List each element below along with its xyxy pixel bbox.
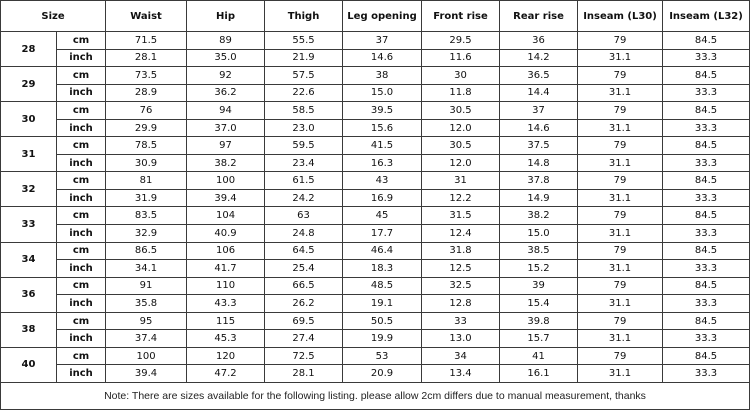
measurement-cell: 115: [187, 312, 265, 330]
unit-label: inch: [57, 189, 106, 207]
unit-label: inch: [57, 330, 106, 348]
measurement-cell: 84.5: [663, 102, 750, 120]
header-hip: Hip: [187, 1, 265, 32]
measurement-cell: 14.6: [500, 119, 578, 137]
measurement-cell: 31.1: [578, 225, 663, 243]
measurement-cell: 14.6: [343, 49, 422, 67]
table-row-inch: [1, 189, 750, 207]
unit-label: inch: [57, 84, 106, 102]
measurement-cell: 12.5: [422, 260, 500, 278]
measurement-cell: 84.5: [663, 347, 750, 365]
measurement-cell: 38.2: [500, 207, 578, 225]
measurement-cell: 79: [578, 277, 663, 295]
measurement-cell: 91: [106, 277, 187, 295]
table-row-cm: [1, 32, 750, 50]
measurement-cell: 33: [422, 312, 500, 330]
header-rear-rise: Rear rise: [500, 1, 578, 32]
measurement-cell: 78.5: [106, 137, 187, 155]
measurement-cell: 12.2: [422, 189, 500, 207]
measurement-cell: 19.9: [343, 330, 422, 348]
measurement-cell: 79: [578, 347, 663, 365]
size-label: 31: [1, 137, 57, 172]
measurement-cell: 71.5: [106, 32, 187, 50]
measurement-cell: 24.2: [265, 189, 343, 207]
unit-label: inch: [57, 154, 106, 172]
table-row-cm: [1, 172, 750, 190]
measurement-cell: 34: [422, 347, 500, 365]
measurement-cell: 53: [343, 347, 422, 365]
measurement-cell: 29.9: [106, 119, 187, 137]
measurement-cell: 33.3: [663, 84, 750, 102]
measurement-cell: 12.8: [422, 295, 500, 313]
measurement-cell: 66.5: [265, 277, 343, 295]
measurement-cell: 84.5: [663, 172, 750, 190]
measurement-cell: 32.5: [422, 277, 500, 295]
measurement-cell: 84.5: [663, 207, 750, 225]
measurement-cell: 30.5: [422, 102, 500, 120]
measurement-cell: 86.5: [106, 242, 187, 260]
measurement-cell: 11.8: [422, 84, 500, 102]
measurement-cell: 16.3: [343, 154, 422, 172]
measurement-cell: 31.1: [578, 154, 663, 172]
unit-label: cm: [57, 207, 106, 225]
measurement-cell: 79: [578, 102, 663, 120]
measurement-cell: 92: [187, 67, 265, 85]
table-row-inch: [1, 84, 750, 102]
measurement-cell: 79: [578, 242, 663, 260]
measurement-cell: 33.3: [663, 365, 750, 383]
table-row-cm: [1, 242, 750, 260]
measurement-cell: 38: [343, 67, 422, 85]
measurement-cell: 84.5: [663, 242, 750, 260]
measurement-cell: 45.3: [187, 330, 265, 348]
table-row-cm: [1, 277, 750, 295]
measurement-cell: 31.8: [422, 242, 500, 260]
measurement-cell: 13.4: [422, 365, 500, 383]
measurement-cell: 33.3: [663, 189, 750, 207]
measurement-cell: 31.1: [578, 295, 663, 313]
header-thigh: Thigh: [265, 1, 343, 32]
measurement-cell: 37: [500, 102, 578, 120]
measurement-cell: 12.0: [422, 154, 500, 172]
measurement-cell: 43.3: [187, 295, 265, 313]
measurement-cell: 59.5: [265, 137, 343, 155]
measurement-cell: 33.3: [663, 119, 750, 137]
measurement-cell: 37.8: [500, 172, 578, 190]
measurement-cell: 41.7: [187, 260, 265, 278]
measurement-cell: 84.5: [663, 32, 750, 50]
measurement-cell: 31.1: [578, 260, 663, 278]
measurement-cell: 43: [343, 172, 422, 190]
measurement-cell: 84.5: [663, 312, 750, 330]
unit-label: cm: [57, 172, 106, 190]
measurement-cell: 39.4: [106, 365, 187, 383]
measurement-cell: 37.5: [500, 137, 578, 155]
measurement-cell: 13.0: [422, 330, 500, 348]
measurement-cell: 23.4: [265, 154, 343, 172]
measurement-cell: 31.1: [578, 189, 663, 207]
measurement-cell: 30.9: [106, 154, 187, 172]
measurement-cell: 58.5: [265, 102, 343, 120]
measurement-cell: 79: [578, 172, 663, 190]
measurement-cell: 110: [187, 277, 265, 295]
size-label: 29: [1, 67, 57, 102]
measurement-cell: 39.5: [343, 102, 422, 120]
measurement-cell: 14.2: [500, 49, 578, 67]
measurement-cell: 37: [343, 32, 422, 50]
measurement-cell: 63: [265, 207, 343, 225]
measurement-cell: 45: [343, 207, 422, 225]
measurement-cell: 18.3: [343, 260, 422, 278]
table-row-inch: [1, 49, 750, 67]
header-row: [1, 1, 750, 32]
measurement-cell: 23.0: [265, 119, 343, 137]
measurement-cell: 37.4: [106, 330, 187, 348]
measurement-cell: 100: [106, 347, 187, 365]
measurement-cell: 33.3: [663, 295, 750, 313]
measurement-cell: 16.1: [500, 365, 578, 383]
measurement-cell: 15.6: [343, 119, 422, 137]
size-label: 30: [1, 102, 57, 137]
measurement-cell: 33.3: [663, 49, 750, 67]
measurement-cell: 11.6: [422, 49, 500, 67]
measurement-cell: 35.8: [106, 295, 187, 313]
unit-label: cm: [57, 67, 106, 85]
measurement-cell: 73.5: [106, 67, 187, 85]
measurement-cell: 33.3: [663, 260, 750, 278]
table-row-inch: [1, 365, 750, 383]
measurement-cell: 15.0: [343, 84, 422, 102]
measurement-note: Note: There are sizes available for the following listing. please allow 2cm differs due to manual measurement, thanks: [1, 383, 750, 410]
measurement-cell: 79: [578, 67, 663, 85]
measurement-cell: 19.1: [343, 295, 422, 313]
measurement-cell: 38.5: [500, 242, 578, 260]
header-inseam-l32: Inseam (L32): [663, 1, 750, 32]
measurement-cell: 20.9: [343, 365, 422, 383]
header-waist: Waist: [106, 1, 187, 32]
measurement-cell: 76: [106, 102, 187, 120]
measurement-cell: 39: [500, 277, 578, 295]
measurement-cell: 64.5: [265, 242, 343, 260]
measurement-cell: 72.5: [265, 347, 343, 365]
unit-label: cm: [57, 277, 106, 295]
measurement-cell: 36: [500, 32, 578, 50]
measurement-cell: 94: [187, 102, 265, 120]
measurement-cell: 48.5: [343, 277, 422, 295]
size-label: 40: [1, 347, 57, 382]
note-row: [1, 383, 750, 410]
table-row-cm: [1, 67, 750, 85]
measurement-cell: 31.1: [578, 49, 663, 67]
size-label: 33: [1, 207, 57, 242]
unit-label: cm: [57, 242, 106, 260]
measurement-cell: 40.9: [187, 225, 265, 243]
measurement-cell: 14.4: [500, 84, 578, 102]
table-row-cm: [1, 207, 750, 225]
size-label: 28: [1, 32, 57, 67]
measurement-cell: 31.1: [578, 84, 663, 102]
size-label: 38: [1, 312, 57, 347]
unit-label: cm: [57, 312, 106, 330]
measurement-cell: 12.0: [422, 119, 500, 137]
measurement-cell: 55.5: [265, 32, 343, 50]
table-row-cm: [1, 312, 750, 330]
measurement-cell: 31.1: [578, 365, 663, 383]
measurement-cell: 28.1: [106, 49, 187, 67]
unit-label: inch: [57, 295, 106, 313]
measurement-cell: 15.2: [500, 260, 578, 278]
table-row-cm: [1, 137, 750, 155]
measurement-cell: 79: [578, 137, 663, 155]
measurement-cell: 84.5: [663, 67, 750, 85]
header-front-rise: Front rise: [422, 1, 500, 32]
measurement-cell: 84.5: [663, 277, 750, 295]
measurement-cell: 69.5: [265, 312, 343, 330]
measurement-cell: 47.2: [187, 365, 265, 383]
unit-label: cm: [57, 137, 106, 155]
measurement-cell: 104: [187, 207, 265, 225]
measurement-cell: 79: [578, 312, 663, 330]
measurement-cell: 34.1: [106, 260, 187, 278]
measurement-cell: 39.4: [187, 189, 265, 207]
measurement-cell: 26.2: [265, 295, 343, 313]
measurement-cell: 31.9: [106, 189, 187, 207]
measurement-cell: 24.8: [265, 225, 343, 243]
unit-label: inch: [57, 49, 106, 67]
unit-label: inch: [57, 365, 106, 383]
measurement-cell: 35.0: [187, 49, 265, 67]
measurement-cell: 84.5: [663, 137, 750, 155]
table-body: [1, 32, 750, 383]
measurement-cell: 25.4: [265, 260, 343, 278]
measurement-cell: 27.4: [265, 330, 343, 348]
measurement-cell: 21.9: [265, 49, 343, 67]
measurement-cell: 95: [106, 312, 187, 330]
measurement-cell: 79: [578, 207, 663, 225]
unit-label: inch: [57, 225, 106, 243]
size-label: 34: [1, 242, 57, 277]
table-row-inch: [1, 295, 750, 313]
measurement-cell: 36.2: [187, 84, 265, 102]
table-row-inch: [1, 225, 750, 243]
measurement-cell: 33.3: [663, 225, 750, 243]
measurement-cell: 100: [187, 172, 265, 190]
size-label: 36: [1, 277, 57, 312]
table-row-inch: [1, 119, 750, 137]
header-inseam-l30: Inseam (L30): [578, 1, 663, 32]
measurement-cell: 57.5: [265, 67, 343, 85]
measurement-cell: 31: [422, 172, 500, 190]
measurement-cell: 12.4: [422, 225, 500, 243]
measurement-cell: 39.8: [500, 312, 578, 330]
header-leg-opening: Leg opening: [343, 1, 422, 32]
measurement-cell: 36.5: [500, 67, 578, 85]
measurement-cell: 37.0: [187, 119, 265, 137]
measurement-cell: 38.2: [187, 154, 265, 172]
measurement-cell: 22.6: [265, 84, 343, 102]
measurement-cell: 17.7: [343, 225, 422, 243]
measurement-cell: 15.4: [500, 295, 578, 313]
measurement-cell: 50.5: [343, 312, 422, 330]
measurement-cell: 14.9: [500, 189, 578, 207]
measurement-cell: 14.8: [500, 154, 578, 172]
measurement-cell: 31.1: [578, 330, 663, 348]
measurement-cell: 97: [187, 137, 265, 155]
measurement-cell: 120: [187, 347, 265, 365]
measurement-cell: 30.5: [422, 137, 500, 155]
table-row-cm: [1, 102, 750, 120]
measurement-cell: 33.3: [663, 154, 750, 172]
measurement-cell: 83.5: [106, 207, 187, 225]
measurement-cell: 41.5: [343, 137, 422, 155]
measurement-cell: 28.9: [106, 84, 187, 102]
size-label: 32: [1, 172, 57, 207]
measurement-cell: 79: [578, 32, 663, 50]
measurement-cell: 81: [106, 172, 187, 190]
unit-label: cm: [57, 347, 106, 365]
measurement-cell: 46.4: [343, 242, 422, 260]
measurement-cell: 41: [500, 347, 578, 365]
measurement-cell: 28.1: [265, 365, 343, 383]
measurement-cell: 31.1: [578, 119, 663, 137]
table-row-inch: [1, 330, 750, 348]
measurement-cell: 106: [187, 242, 265, 260]
measurement-cell: 61.5: [265, 172, 343, 190]
unit-label: cm: [57, 32, 106, 50]
measurement-cell: 32.9: [106, 225, 187, 243]
measurement-cell: 16.9: [343, 189, 422, 207]
measurement-cell: 15.0: [500, 225, 578, 243]
table-row-inch: [1, 154, 750, 172]
unit-label: cm: [57, 102, 106, 120]
measurement-cell: 15.7: [500, 330, 578, 348]
table-row-inch: [1, 260, 750, 278]
measurement-cell: 31.5: [422, 207, 500, 225]
measurement-cell: 29.5: [422, 32, 500, 50]
table-row-cm: [1, 347, 750, 365]
measurement-cell: 30: [422, 67, 500, 85]
unit-label: inch: [57, 260, 106, 278]
unit-label: inch: [57, 119, 106, 137]
header-size: Size: [1, 1, 106, 32]
measurement-cell: 33.3: [663, 330, 750, 348]
measurement-cell: 89: [187, 32, 265, 50]
